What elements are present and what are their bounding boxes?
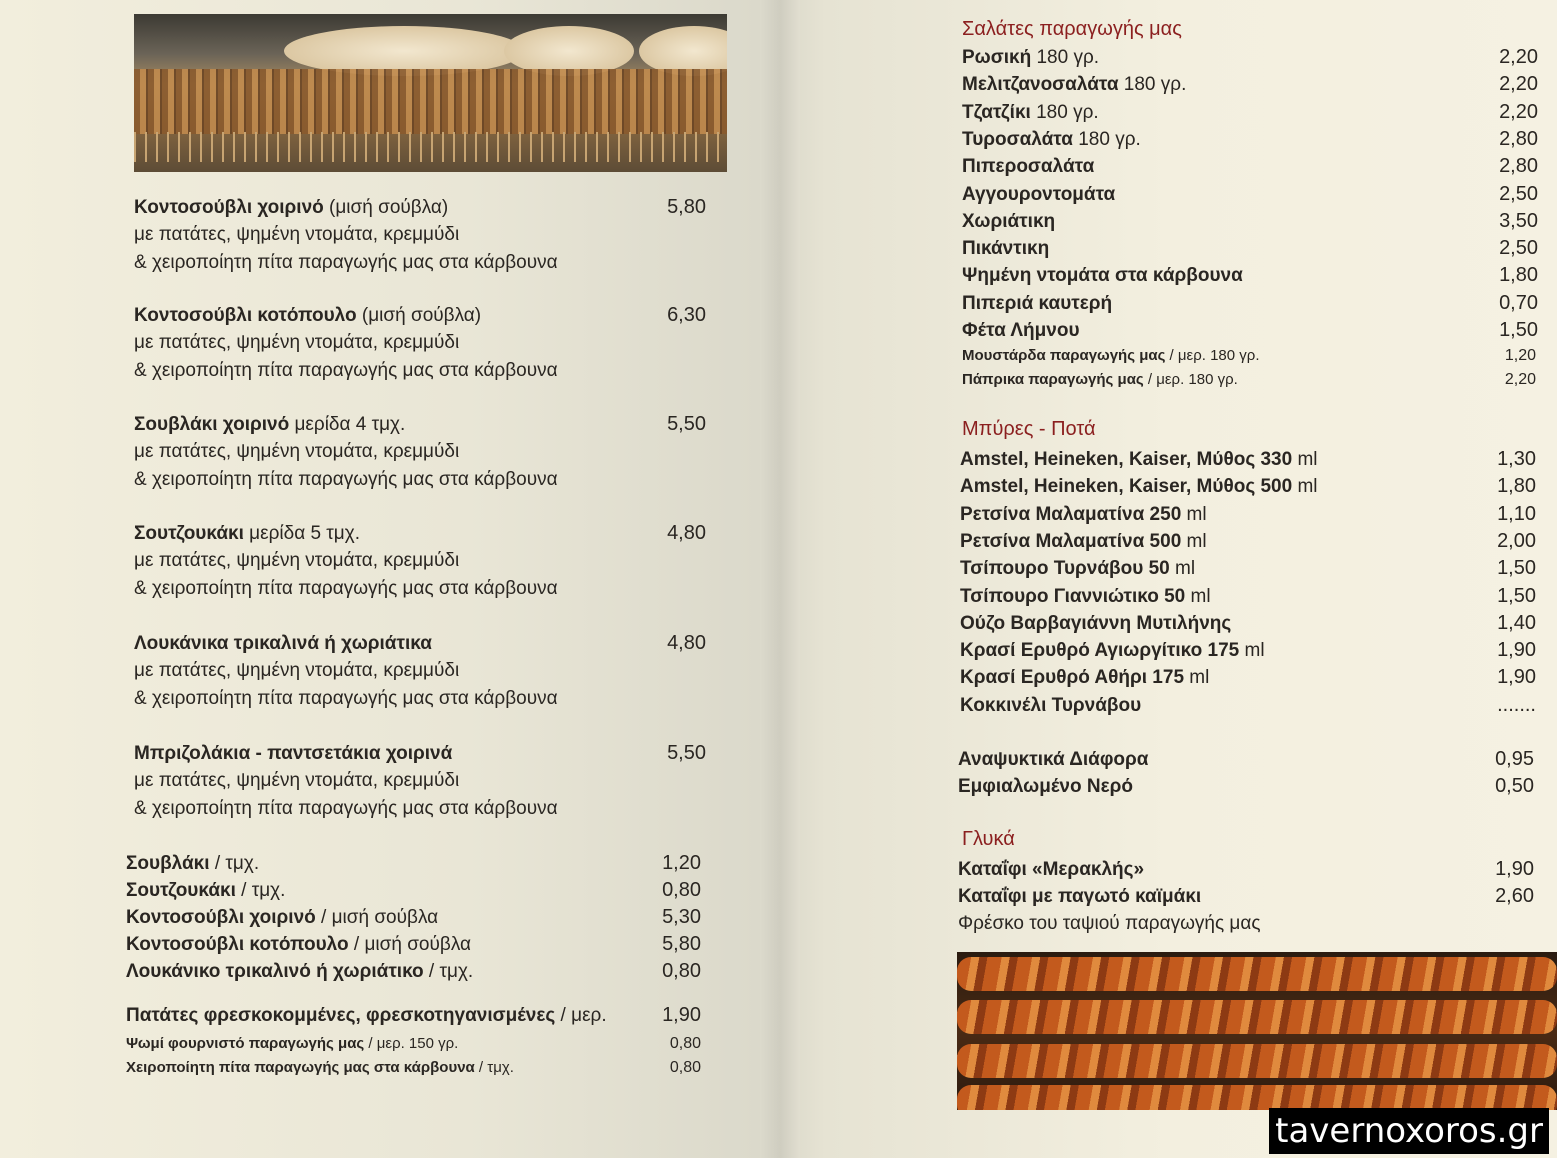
menu-item (134, 194, 714, 277)
item-name: Κοντοσούβλι κοτόπουλο (134, 305, 357, 326)
menu-row (960, 501, 1536, 528)
row-price: 2,80 (1499, 127, 1538, 150)
row-name: Ούζο Βαρβαγιάννη Μυτιλήνης (960, 612, 1232, 634)
menu-row (962, 290, 1538, 317)
item-price: 4,80 (667, 632, 706, 654)
row-name: Κρασί Ερυθρό Αθήρι 175 (960, 667, 1185, 689)
extra-unit: / τμχ. (209, 853, 260, 874)
extra-name: Πατάτες φρεσκοκομμένες, φρεσκοτηγανισμένες (126, 1005, 556, 1026)
menu-row (962, 366, 1538, 393)
extra-unit: / τμχ. (423, 961, 474, 982)
extra-unit: / μερ. 150 γρ. (364, 1035, 459, 1052)
row-name: Φέτα Λήμνου (962, 320, 1080, 341)
item-price: 5,80 (667, 196, 706, 218)
row-price: 2,00 (1497, 529, 1536, 552)
extra-unit: / τμχ. (235, 880, 286, 901)
extra-price: 1,90 (662, 1004, 701, 1026)
extra-item (126, 1002, 706, 1029)
row-detail: 180 γρ. (1118, 74, 1187, 96)
extra-unit: / τμχ. (474, 1059, 514, 1076)
row-price: 2,20 (1504, 371, 1536, 389)
extra-item (126, 904, 706, 931)
row-price: 2,50 (1499, 182, 1538, 205)
row-name: Τυροσαλάτα (962, 128, 1073, 150)
menu-row (962, 126, 1538, 153)
row-price: 0,50 (1495, 775, 1534, 797)
menu-row (962, 262, 1538, 289)
row-price: 2,80 (1499, 155, 1538, 178)
row-name: Μουστάρδα παραγωγής μας (962, 347, 1166, 365)
item-portion: (μισή σούβλα) (356, 305, 482, 326)
sweets-note: Φρέσκο του ταψιού παραγωγής μας (958, 913, 1261, 934)
item-desc: με πατάτες, ψημένη ντομάτα, κρεμμύδι (134, 770, 460, 791)
row-price: 0,95 (1495, 748, 1534, 770)
extra-name: Κοντοσούβλι χοιρινό (126, 907, 316, 928)
menu-row (960, 664, 1536, 691)
row-name: Αγγουροντομάτα (962, 183, 1116, 205)
menu-row (958, 746, 1534, 773)
row-price: 3,50 (1499, 209, 1538, 232)
row-name: Ρετσίνα Μαλαματίνα 500 (960, 530, 1182, 552)
row-name: Πικάντικη (962, 238, 1050, 260)
extra-unit: / μισή σούβλα (348, 934, 472, 955)
extra-price: 0,80 (669, 1035, 701, 1052)
menu-item (134, 740, 714, 823)
menu-row (962, 71, 1538, 98)
page-fold (760, 0, 800, 1158)
row-price: 1,40 (1497, 611, 1536, 634)
menu-row (960, 446, 1536, 473)
item-desc: & χειροποίητη πίτα παραγωγής μας στα κάρβουνα (134, 252, 558, 273)
row-price: 1,20 (1504, 347, 1536, 365)
menu-row (960, 610, 1536, 637)
row-detail: ml (1239, 640, 1265, 662)
item-desc: & χειροποίητη πίτα παραγωγής μας στα κάρβουνα (134, 360, 558, 381)
watermark: tavernoxoros.gr (1269, 1108, 1549, 1154)
row-name: Ρετσίνα Μαλαματίνα 250 (960, 503, 1182, 525)
skewers-photo (134, 14, 727, 172)
row-detail: ml (1185, 585, 1211, 607)
item-desc: & χειροποίητη πίτα παραγωγής μας στα κάρβουνα (134, 469, 558, 490)
row-name: Amstel, Heineken, Kaiser, Μύθος 500 (960, 476, 1293, 498)
extra-name: Κοντοσούβλι κοτόπουλο (126, 934, 349, 955)
section-title-drinks: Μπύρες - Ποτά (962, 418, 1096, 440)
extra-price: 5,30 (662, 906, 701, 928)
row-name: Amstel, Heineken, Kaiser, Μύθος 330 (960, 449, 1293, 470)
menu-item (134, 630, 714, 713)
row-name: Ρωσική (962, 47, 1032, 68)
item-desc: & χειροποίητη πίτα παραγωγής μας στα κάρβουνα (134, 578, 558, 599)
row-name: Χωριάτικη (962, 210, 1056, 232)
row-name: Τζατζίκι (962, 101, 1031, 123)
item-price: 4,80 (667, 522, 706, 544)
item-desc: με πατάτες, ψημένη ντομάτα, κρεμμύδι (134, 224, 460, 245)
extra-price: 5,80 (662, 933, 701, 955)
menu-row (960, 692, 1536, 719)
item-name: Μπριζολάκια - παντσετάκια χοιρινά (134, 743, 453, 764)
row-price: 0,70 (1499, 291, 1538, 314)
menu-row (960, 555, 1536, 582)
row-price: 1,90 (1495, 858, 1534, 880)
menu-row (962, 153, 1538, 180)
row-name: Αναψυκτικά Διάφορα (958, 749, 1149, 770)
menu-row (962, 99, 1538, 126)
extra-item (126, 958, 706, 985)
row-price: 2,20 (1499, 73, 1538, 96)
row-price: 2,20 (1499, 100, 1538, 123)
row-price: 2,20 (1499, 46, 1538, 68)
item-desc: με πατάτες, ψημένη ντομάτα, κρεμμύδι (134, 660, 460, 681)
row-name: Καταΐφι με παγωτό καϊμάκι (958, 886, 1202, 907)
item-desc: με πατάτες, ψημένη ντομάτα, κρεμμύδι (134, 332, 460, 353)
section-title-salads: Σαλάτες παραγωγής μας (962, 18, 1182, 40)
menu-row (962, 44, 1538, 71)
item-price: 6,30 (667, 304, 706, 326)
menu-row (960, 473, 1536, 500)
row-price: 1,80 (1499, 264, 1538, 287)
menu-item (134, 520, 714, 603)
menu-row (960, 528, 1536, 555)
item-portion: μερίδα 4 τμχ. (289, 414, 406, 435)
extra-price: 0,80 (662, 960, 701, 982)
item-name: Κοντοσούβλι χοιρινό (134, 197, 324, 218)
row-name: Πάπρικα παραγωγής μας (962, 371, 1144, 389)
extra-price: 1,20 (662, 852, 701, 874)
extra-item (126, 877, 706, 904)
rotisserie-photo (957, 952, 1557, 1110)
menu-row (962, 208, 1538, 235)
row-name: Εμφιαλωμένο Νερό (958, 776, 1133, 797)
row-name: Ψημένη ντομάτα στα κάρβουνα (962, 265, 1243, 287)
row-name: Κοκκινέλι Τυρνάβου (960, 694, 1142, 716)
menu-row (958, 883, 1534, 910)
menu-row (958, 856, 1534, 883)
menu-row (962, 181, 1538, 208)
row-price: 1,50 (1499, 319, 1538, 341)
row-price: 1,50 (1497, 584, 1536, 607)
menu-row (958, 773, 1534, 800)
extra-price: 0,80 (662, 879, 701, 901)
row-name: Κρασί Ερυθρό Αγιωργίτικο 175 (960, 640, 1240, 662)
row-price: 1,90 (1497, 639, 1536, 662)
row-price: 1,80 (1497, 475, 1536, 498)
row-price: 1,90 (1497, 666, 1536, 689)
menu-row (962, 342, 1538, 369)
item-desc: & χειροποίητη πίτα παραγωγής μας στα κάρβουνα (134, 688, 558, 709)
item-name: Σουτζουκάκι (134, 523, 244, 544)
row-price: ....... (1497, 693, 1536, 716)
item-desc: με πατάτες, ψημένη ντομάτα, κρεμμύδι (134, 550, 460, 571)
row-detail: 180 γρ. (1030, 101, 1099, 123)
row-price: 2,50 (1499, 237, 1538, 260)
row-name: Πιπεροσαλάτα (962, 156, 1095, 178)
row-name: Τσίπουρο Γιαννιώτικο 50 (960, 585, 1186, 607)
row-detail: ml (1292, 476, 1318, 498)
menu-row (960, 637, 1536, 664)
extra-price: 0,80 (669, 1059, 701, 1076)
row-detail: ml (1169, 558, 1196, 580)
item-desc: με πατάτες, ψημένη ντομάτα, κρεμμύδι (134, 441, 460, 462)
row-detail: ml (1292, 449, 1318, 470)
row-name: Πιπεριά καυτερή (962, 292, 1113, 314)
row-price: 1,30 (1497, 448, 1536, 470)
row-detail: 180 γρ. (1031, 47, 1100, 68)
row-detail: ml (1181, 530, 1207, 552)
extra-name: Ψωμί φουρνιστό παραγωγής μας (126, 1035, 365, 1052)
row-price: 2,60 (1495, 885, 1534, 907)
extra-name: Λουκάνικο τρικαλινό ή χωριάτικο (126, 961, 424, 982)
row-name: Καταΐφι «Μερακλής» (958, 859, 1145, 880)
row-detail: / μερ. 180 γρ. (1165, 347, 1260, 365)
extra-item (126, 931, 706, 958)
row-detail: ml (1181, 503, 1207, 525)
item-name: Σουβλάκι χοιρινό (134, 414, 290, 435)
extra-item (126, 850, 706, 877)
extra-unit: / μερ. (555, 1005, 607, 1026)
extra-unit: / μισή σούβλα (315, 907, 439, 928)
section-title-sweets: Γλυκά (962, 828, 1015, 850)
extra-name: Σουτζουκάκι (126, 880, 236, 901)
row-price: 1,10 (1497, 502, 1536, 525)
extra-item (126, 1056, 706, 1080)
extra-name: Σουβλάκι (126, 853, 210, 874)
menu-row (960, 583, 1536, 610)
row-name: Μελιτζανοσαλάτα (962, 74, 1119, 96)
row-price: 1,50 (1497, 557, 1536, 580)
item-desc: & χειροποίητη πίτα παραγωγής μας στα κάρβουνα (134, 798, 558, 819)
menu-item (134, 302, 714, 385)
extra-item (126, 1032, 706, 1056)
row-detail: / μερ. 180 γρ. (1143, 371, 1238, 389)
item-name: Λουκάνικα τρικαλινά ή χωριάτικα (134, 633, 432, 654)
menu-item (134, 411, 714, 494)
row-name: Τσίπουρο Τυρνάβου 50 (960, 558, 1170, 580)
row-detail: ml (1184, 667, 1210, 689)
item-price: 5,50 (667, 742, 706, 764)
item-portion: (μισή σούβλα) (323, 197, 449, 218)
row-detail: 180 γρ. (1072, 128, 1141, 150)
menu-row (962, 235, 1538, 262)
extra-name: Χειροποίητη πίτα παραγωγής μας στα κάρβουνα (126, 1059, 475, 1076)
menu-row (962, 317, 1538, 344)
item-price: 5,50 (667, 413, 706, 435)
item-portion: μερίδα 5 τμχ. (243, 523, 361, 544)
